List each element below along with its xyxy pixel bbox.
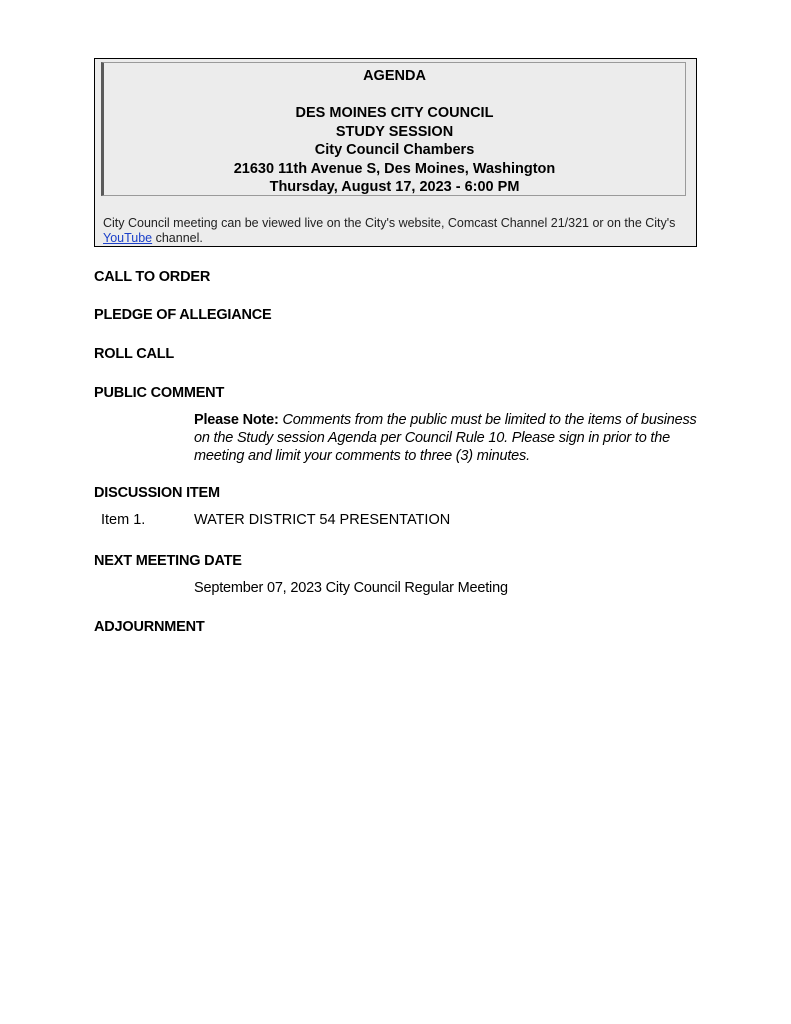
public-comment-heading: PUBLIC COMMENT [94, 385, 225, 401]
meeting-info-block [104, 104, 685, 197]
meeting-address: 21630 11th Avenue S, Des Moines, Washington [233, 160, 556, 177]
discussion-item-heading: DISCUSSION ITEM [94, 485, 220, 501]
next-meeting-heading: NEXT MEETING DATE [94, 553, 242, 569]
note-label: Please Note: [194, 412, 279, 428]
next-meeting-text: September 07, 2023 City Council Regular Meeting [194, 580, 508, 596]
discussion-item-row [101, 512, 450, 528]
viewing-note-suffix: channel. [152, 230, 203, 245]
pledge-heading: PLEDGE OF ALLEGIANCE [94, 307, 272, 323]
adjournment-heading: ADJOURNMENT [94, 619, 205, 635]
agenda-header-inner [101, 62, 686, 196]
council-name: DES MOINES CITY COUNCIL [295, 105, 494, 121]
youtube-link[interactable]: YouTube [103, 230, 153, 245]
public-comment-note [194, 411, 704, 465]
call-to-order-heading: CALL TO ORDER [94, 269, 211, 285]
item-number: Item 1. [101, 512, 146, 528]
session-type: STUDY SESSION [335, 123, 454, 140]
viewing-note-text: City Council meeting can be viewed live on the City's website, Comcast Channel 21/321 or on the City's [103, 216, 676, 230]
agenda-header-box [94, 58, 697, 247]
item-title: WATER DISTRICT 54 PRESENTATION [194, 512, 451, 528]
meeting-datetime: Thursday, August 17, 2023 - 6:00 PM [269, 179, 520, 195]
note-text: Comments from the public must be limited to the items of business on the Study session Agenda per Council Rule 10. Please sign in prior to the meeting and limit your comments to three (3) minutes. [194, 412, 697, 464]
meeting-location: City Council Chambers [314, 142, 475, 158]
viewing-note [103, 216, 688, 245]
roll-call-heading: ROLL CALL [94, 346, 175, 362]
agenda-title: AGENDA [363, 68, 426, 84]
